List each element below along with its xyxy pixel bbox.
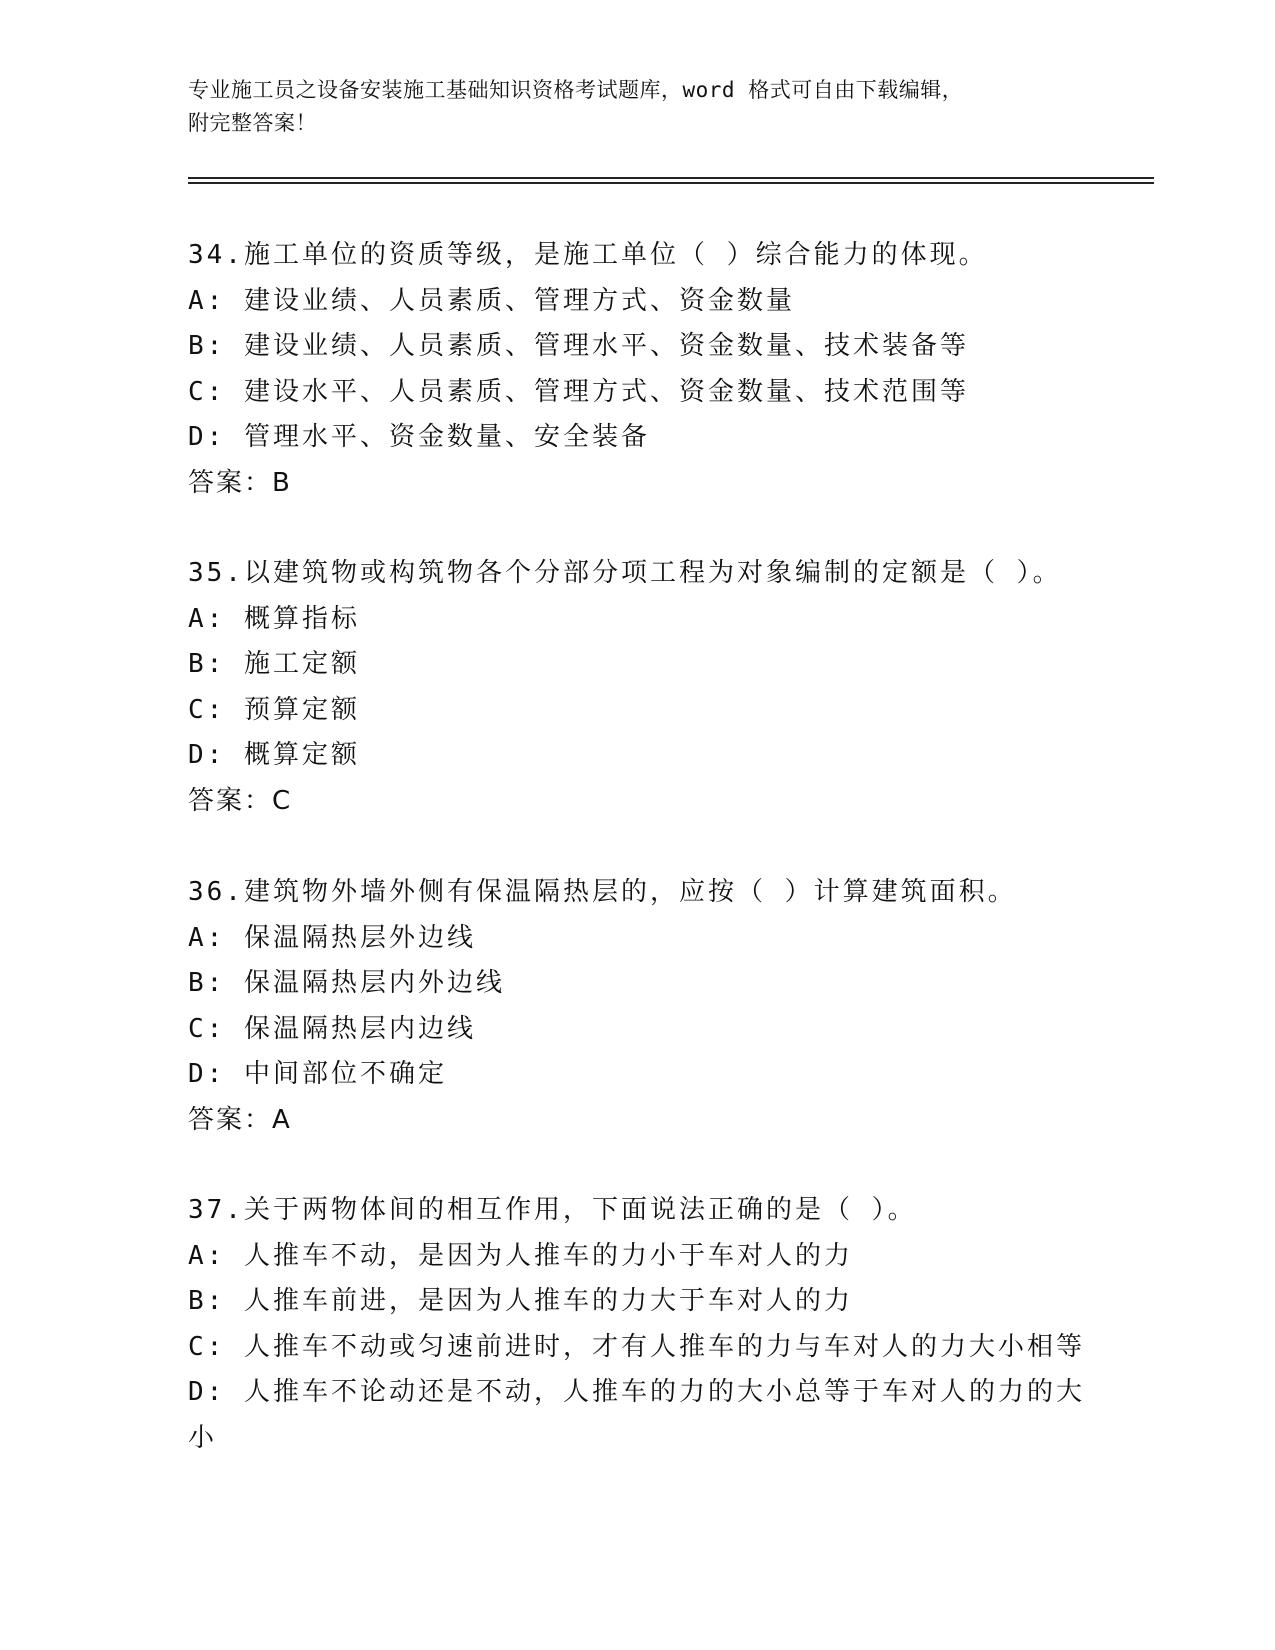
header-line-2: 附完整答案！ [188,111,317,135]
question-stem: 35.以建筑物或构筑物各个分部分项工程为对象编制的定额是（ ）。 [188,558,1062,588]
option-d: D: 管理水平、资金数量、安全装备 [188,422,650,452]
option-b: B: 人推车前进，是因为人推车的力大于车对人的力 [188,1286,853,1316]
document-header [188,74,1088,140]
option-d: D: 中间部位不确定 [188,1059,447,1089]
option-d: D: 概算定额 [188,740,360,770]
option-b: B: 保温隔热层内外边线 [188,968,505,998]
option-c: C: 预算定额 [188,694,360,725]
question-37 [188,1188,1088,1461]
question-35 [188,551,1088,824]
option-a: A: 保温隔热层外边线 [188,922,476,953]
header-divider-top [188,177,1154,179]
question-stem: 36.建筑物外墙外侧有保温隔热层的，应按（ ）计算建筑面积。 [188,877,1017,907]
question-stem: 34.施工单位的资质等级，是施工单位（ ）综合能力的体现。 [188,240,988,270]
option-b: B: 施工定额 [188,649,360,679]
answer-line: 答案：A [188,1104,292,1135]
option-c: C: 人推车不动或匀速前进时，才有人推车的力与车对人的力大小相等 [188,1331,1085,1362]
header-divider-bottom [188,182,1154,184]
option-a: A: 建设业绩、人员素质、管理方式、资金数量 [188,285,795,316]
question-36 [188,870,1088,1143]
option-c: C: 建设水平、人员素质、管理方式、资金数量、技术范围等 [188,376,969,407]
option-c: C: 保温隔热层内边线 [188,1013,476,1044]
option-d: D: 人推车不论动还是不动，人推车的力的大小总等于车对人的力的大小 [188,1377,1085,1453]
option-b: B: 建设业绩、人员素质、管理水平、资金数量、技术装备等 [188,331,969,361]
answer-line: 答案：C [188,785,293,816]
header-line-1: 专业施工员之设备安装施工基础知识资格考试题库，word 格式可自由下载编辑， [188,78,964,102]
question-34 [188,233,1088,506]
option-a: A: 人推车不动，是因为人推车的力小于车对人的力 [188,1240,853,1271]
option-a: A: 概算指标 [188,603,360,634]
answer-line: 答案：B [188,467,292,498]
question-stem: 37.关于两物体间的相互作用，下面说法正确的是（ ）。 [188,1195,917,1225]
